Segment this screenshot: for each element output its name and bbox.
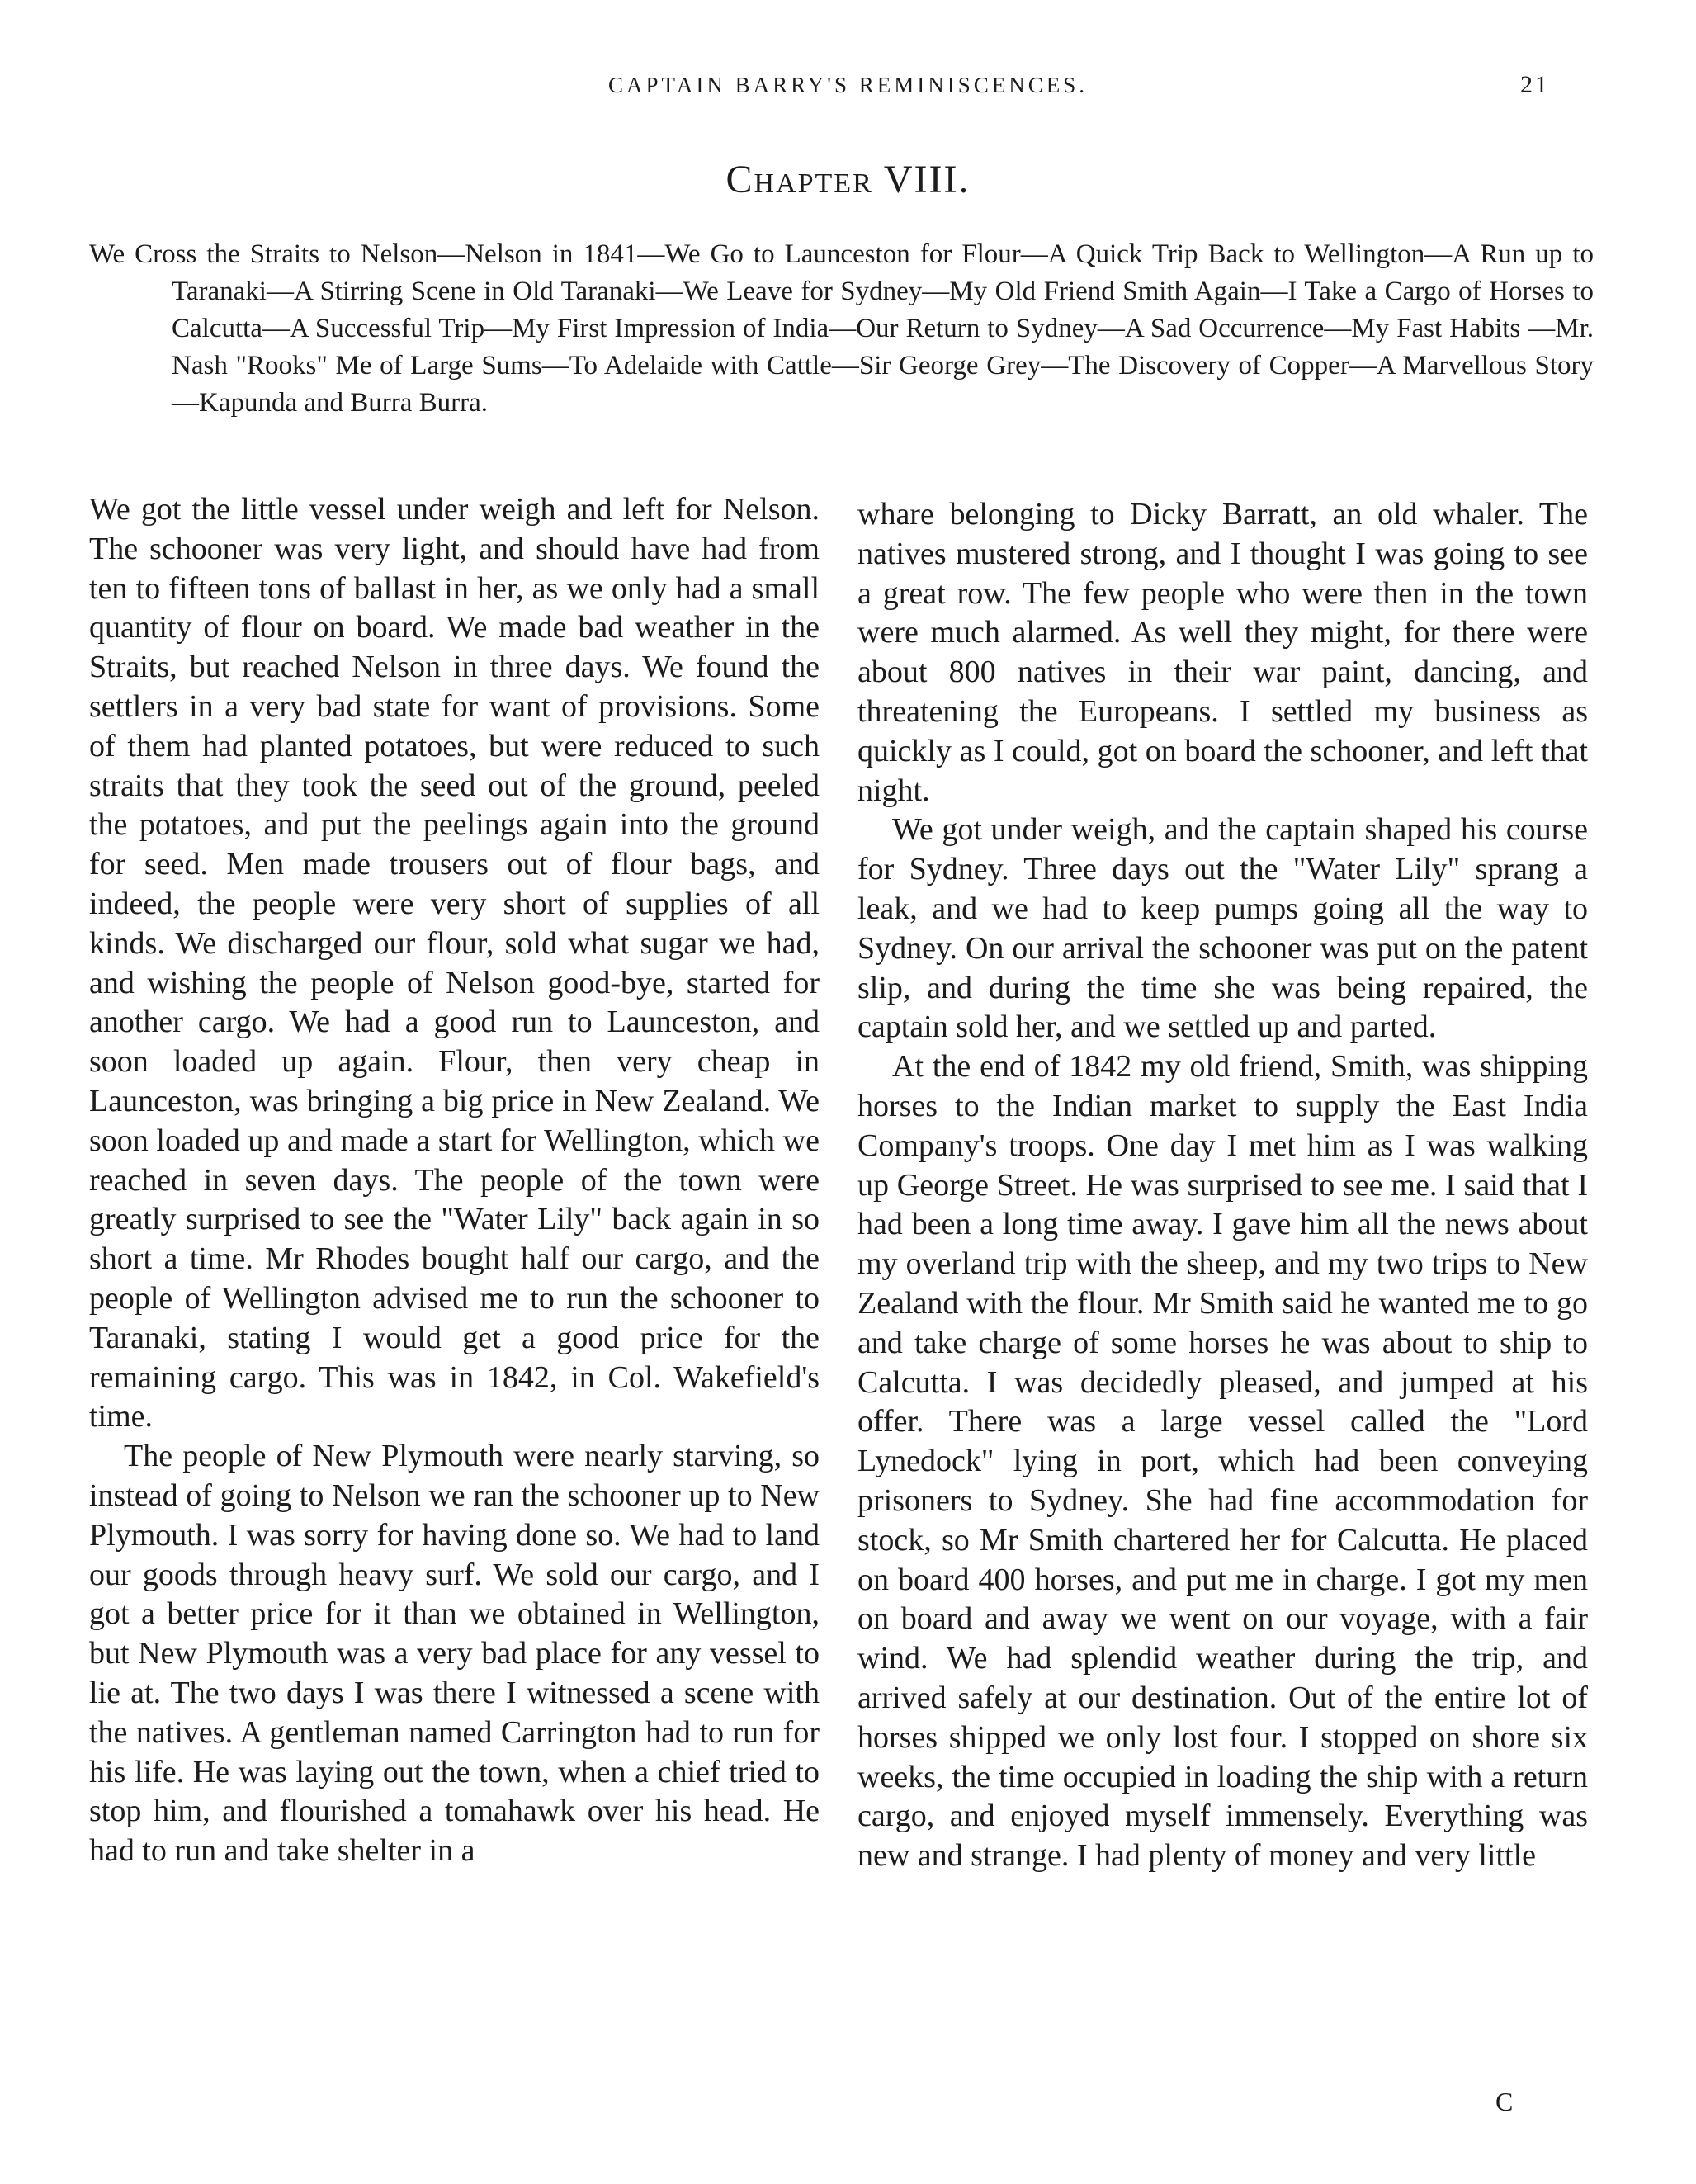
left-column [89,490,820,1871]
chapter-title: Chapter VIII. [725,158,971,201]
paragraph: whare belonging to Dicky Barratt, an old whaler. The natives mustered strong, and I thought I was going to see a great row. The few people who were then in the town were much alarmed. As well they might, for there were about 800 natives in their war paint, dancing, and threatening the Europeans. I settled my business as quickly as I could, got on board the schooner, and left that night. [857,497,1588,808]
paragraph: The people of New Plymouth were nearly starving, so instead of going to Nelson we ran the schooner up to New Plymouth. I was sorry for having done so. We had to land our goods through heavy surf. We sold our cargo, and I got a better price for it than we obtained in Wellington, but New Plymouth was a very bad place for any vessel to lie at. The two days I was there I witnessed a scene with the natives. A gentleman named Carrington had to run for his life. He was laying out the town, when a chief tried to stop him, and flourished a tomahawk over his head. He had to run and take shelter in a [89,1439,820,1869]
paragraph: We got the little vessel under weigh and left for Nelson. The schooner was very light, and should have had from ten to fifteen tons of ballast in her, as we only had a small quantity of flour on board. We made bad weather in the Straits, but reached Nelson in three days. We found the settlers in a very bad state for want of provisions. Some of them had planted potatoes, but were reduced to such straits that they took the seed out of the ground, peeled the potatoes, and put the peelings again into the ground for seed. Men made trousers out of flour bags, and indeed, the people were very short of supplies of all kinds. We discharged our flour, sold what sugar we had, and wishing the people of Nelson good-bye, started for another cargo. We had a good run to Launceston, and soon loaded up again. Flour, then very cheap in Launceston, was bringing a big price in New Zealand. We soon loaded up and made a start for Wellington, which we reached in seven days. The people of the town were greatly surprised to see the "Water Lily" back again in so short a time. Mr Rhodes bought half our cargo, and the people of Wellington advised me to run the schooner to Taranaki, stating I would get a good price for the remaining cargo. This was in 1842, in Col. Wakefield's time. [89,492,820,1435]
right-column [857,495,1588,1876]
page-number: 21 [1520,71,1550,98]
running-head: CAPTAIN BARRY'S REMINISCENCES. [607,73,1089,97]
paragraph: At the end of 1842 my old friend, Smith, was shipping horses to the Indian market to supply the East India Company's troops. One day I met him as I was walking up George Street. He was surprised to see me. I said that I had been a long time away. I gave him all the news about my overland trip with the sheep, and my two trips to New Zealand with the flour. Mr Smith said he wanted me to go and take charge of some horses he was about to ship to Calcutta. I was decidedly pleased, and jumped at his offer. There was a large vessel called the "Lord Lynedock" lying in port, which had been conveying prisoners to Sydney. She had fine accommodation for stock, so Mr Smith chartered her for Calcutta. He placed on board 400 horses, and put me in charge. I got my men on board and away we went on our voyage, with a fair wind. We had splendid weather during the trip, and arrived safely at our destination. Out of the entire lot of horses shipped we only lost four. I stopped on shore six weeks, the time occupied in loading the ship with a return cargo, and enjoyed myself immensely. Everything was new and strange. I had plenty of money and very little [857,1049,1588,1874]
signature-mark: C [1495,2087,1515,2116]
chapter-synopsis: We Cross the Straits to Nelson—Nelson in 1841—We Go to Launceston for Flour—A Quick Trip Back to Wellington—A Run up to Taranaki—A Stirring Scene in Old Taranaki—We Leave for Sydney—My Old Friend Smith Again—I Take a Cargo of Horses to Calcutta—A Successful Trip—My First Impression of India—Our Return to Sydney—A Sad Occurrence—My Fast Habits —Mr. Nash "Rooks" Me of Large Sums—To Adelaide with Cattle—Sir George Grey—The Discovery of Copper—A Marvellous Story—Kapunda and Burra Burra. [89,239,1594,418]
paragraph: We got under weigh, and the captain shaped his course for Sydney. Three days out the "Water Lily" sprang a leak, and we had to keep pumps going all the way to Sydney. On our arrival the schooner was put on the patent slip, and during the time she was being repaired, the captain sold her, and we settled up and parted. [857,812,1588,1045]
